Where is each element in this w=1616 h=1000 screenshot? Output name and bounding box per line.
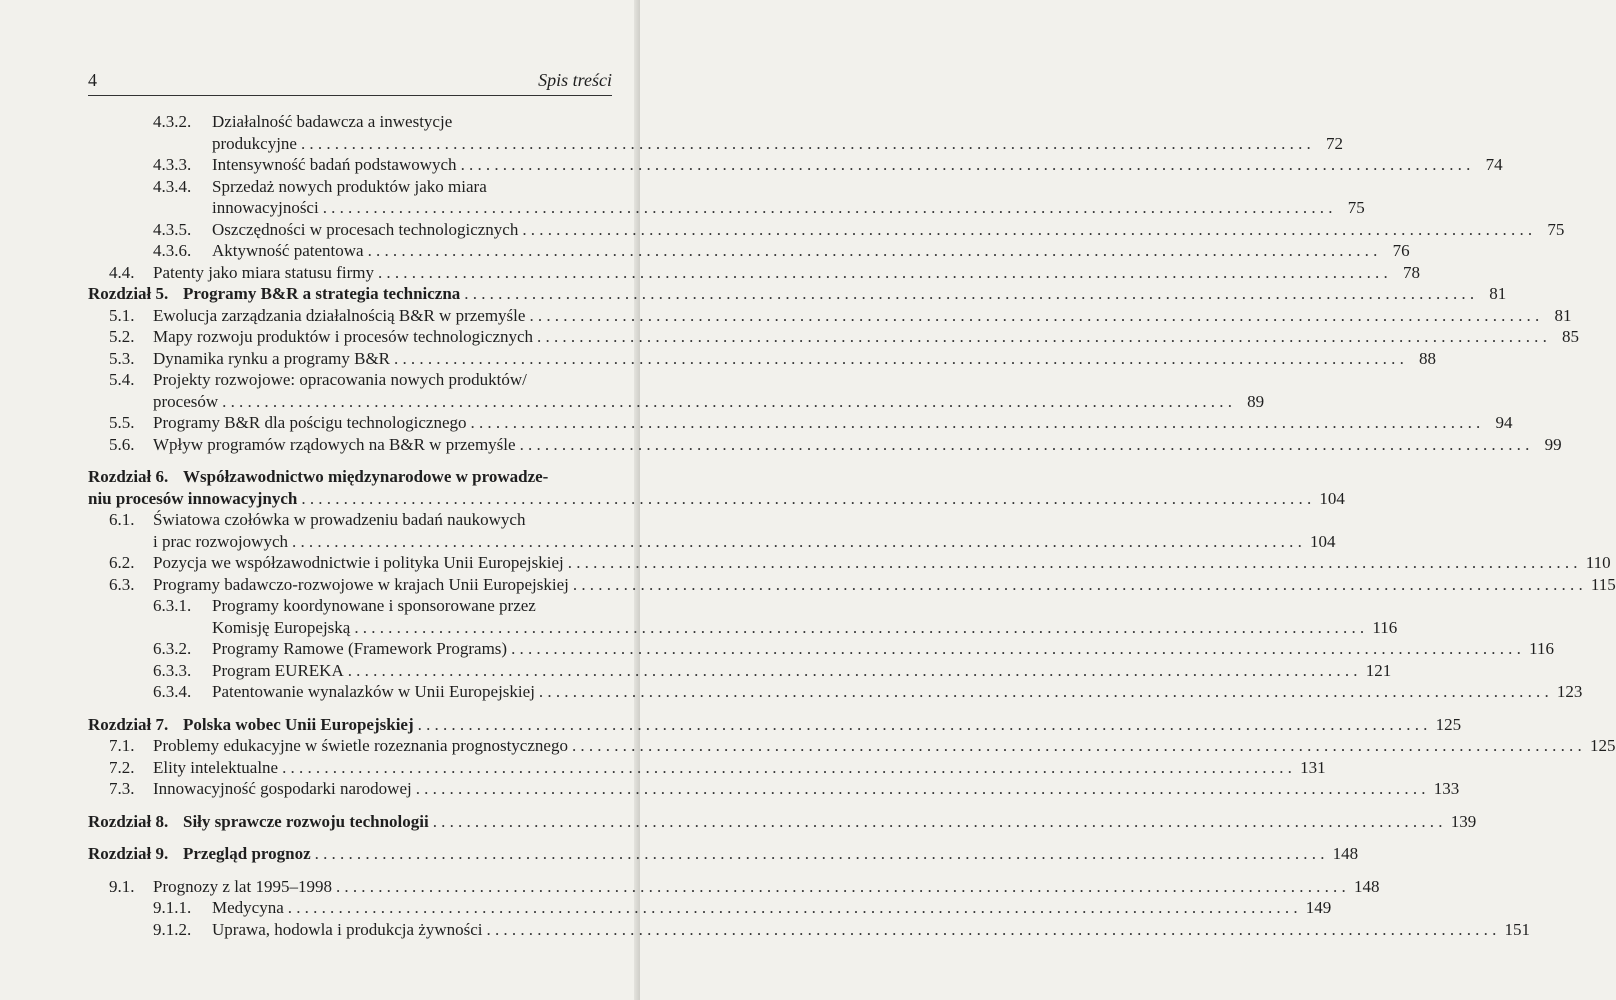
toc-page-number: 85 xyxy=(1562,327,1580,346)
toc-page-number: 110 xyxy=(1585,553,1611,572)
toc-entry xyxy=(88,111,612,133)
toc-entry-text-line xyxy=(212,133,1343,155)
page-number: 4 xyxy=(88,70,97,90)
toc-entry-text-line xyxy=(153,778,1460,800)
toc-leader-dots: ........................................................................................................................ xyxy=(460,155,1475,174)
toc-entry-text-line xyxy=(183,811,1477,833)
page-header xyxy=(88,62,612,94)
toc-entry-number: 6.1. xyxy=(109,510,135,529)
toc-page-number: 81 xyxy=(1554,305,1572,325)
toc-entry-title: Polska wobec Unii Europejskiej xyxy=(183,714,414,734)
toc-entry-text-line xyxy=(153,574,1616,596)
toc-entry-text-line xyxy=(153,876,1380,898)
toc-leader-dots: ........................................................................................................................ xyxy=(522,219,1537,239)
toc-entry-title: Komisję Europejską xyxy=(212,617,351,637)
toc-leader-dots: ........................................................................................................................ xyxy=(301,488,1316,508)
toc-entry xyxy=(88,262,1420,284)
toc-leader-dots: ........................................................................................................................ xyxy=(300,133,1315,153)
toc-entry-number: Rozdział 5. xyxy=(88,284,169,303)
toc-page-number: 104 xyxy=(1310,531,1336,551)
toc-page-number: 116 xyxy=(1529,639,1554,658)
toc-entry xyxy=(88,919,1531,941)
toc-leader-dots: ........................................................................................................................ xyxy=(322,198,1337,217)
toc-entry-text-line xyxy=(212,897,1332,919)
toc-entry-text-line xyxy=(212,154,1503,176)
toc-entry xyxy=(88,412,1513,434)
toc-page-number: 115 xyxy=(1590,574,1616,594)
toc-entry-number: 5.6. xyxy=(109,434,135,454)
toc-leader-dots: ........................................................................................................................ xyxy=(287,898,1302,917)
toc-entry-number: 4.3.4. xyxy=(153,176,192,196)
toc-entry-title: Wpływ programów rządowych na B&R w przemyśle xyxy=(153,434,516,454)
toc-page-number: 78 xyxy=(1402,262,1420,282)
toc-entry-title: Program EUREKA xyxy=(212,660,344,680)
toc-entry-text-line xyxy=(153,369,612,391)
toc-entry-text-line xyxy=(153,391,1265,413)
toc-entry-title: Współzawodnictwo międzynarodowe w prowadze- xyxy=(183,467,549,486)
toc-entry-title: Ewolucja zarządzania działalnością B&R w przemyśle xyxy=(153,305,526,325)
toc-entry-title: Aktywność patentowa xyxy=(212,241,364,260)
toc-entry xyxy=(88,154,1503,176)
toc-entry xyxy=(88,531,1336,553)
toc-page-number: 151 xyxy=(1504,919,1531,939)
toc-entry-title: Programy B&R dla pościgu technologicznego xyxy=(153,413,467,432)
toc-entry xyxy=(88,757,1326,779)
toc-entry xyxy=(88,133,1343,155)
toc-page-number: 148 xyxy=(1353,876,1380,896)
toc-entry xyxy=(88,197,1365,219)
toc-entry-title: Intensywność badań podstawowych xyxy=(212,155,457,174)
toc-entry-number: 4.3.3. xyxy=(153,155,192,174)
toc-entry xyxy=(88,219,1565,241)
toc-entry-number: 6.3.1. xyxy=(153,596,192,615)
toc-entry xyxy=(88,434,1562,456)
toc-entry-title: Oszczędności w procesach technologicznych xyxy=(212,219,519,239)
toc-entry xyxy=(88,735,1616,757)
toc-entry xyxy=(88,240,1410,262)
toc-entry-text-line xyxy=(212,919,1531,941)
running-title: Spis treści xyxy=(538,70,612,90)
toc-entry-number: 6.3.3. xyxy=(153,660,192,680)
toc-page-number: 88 xyxy=(1419,348,1437,368)
toc-entry-number: 7.1. xyxy=(109,736,135,755)
toc-entry xyxy=(88,638,1554,660)
toc-entry-title: Działalność badawcza a inwestycje xyxy=(212,112,453,131)
toc-page-number: 149 xyxy=(1305,898,1332,917)
toc-entry-number: 4.3.5. xyxy=(153,219,192,239)
toc-leader-dots: ........................................................................................................................ xyxy=(377,262,1392,282)
toc-entry-title: Siły sprawcze rozwoju technologii xyxy=(183,811,429,831)
toc-entry-title: Przegląd prognoz xyxy=(183,844,311,863)
toc-leader-dots: ........................................................................................................................ xyxy=(511,639,1526,658)
toc-entry-number: 5.3. xyxy=(109,348,135,368)
toc-leader-dots: ........................................................................................................................ xyxy=(394,348,1409,368)
toc-leader-dots: ........................................................................................................................ xyxy=(347,660,1362,680)
toc-entry-title: Dynamika rynku a programy B&R xyxy=(153,348,391,368)
toc-entry-title: Problemy edukacyjne w świetle rozeznania prognostycznego xyxy=(153,736,568,755)
toc-entry-title: Prognozy z lat 1995–1998 xyxy=(153,876,332,896)
toc-page-number: 72 xyxy=(1325,133,1343,153)
toc-entry-text-line xyxy=(183,714,1462,736)
toc-leader-dots: ........................................................................................................................ xyxy=(529,305,1544,325)
toc-entry-number: 5.4. xyxy=(109,370,135,389)
toc-page-number: 94 xyxy=(1495,413,1513,432)
toc-entry-text-line xyxy=(212,197,1365,219)
toc-entry-title: Medycyna xyxy=(212,898,284,917)
toc-page-number: 76 xyxy=(1392,241,1410,260)
toc-entry-text-line xyxy=(212,176,612,198)
toc-leader-dots: ........................................................................................................................ xyxy=(335,876,1350,896)
toc-entry-text-line xyxy=(183,283,1507,305)
toc-entry-number: 9.1.1. xyxy=(153,898,192,917)
toc-entry-number: Rozdział 7. xyxy=(88,714,169,734)
toc-entry xyxy=(88,681,1583,703)
toc-entry-number: 4.4. xyxy=(109,262,135,282)
toc-entry-text-line xyxy=(153,326,1580,348)
toc-leader-dots: ........................................................................................................................ xyxy=(486,919,1501,939)
toc-entry-title: Elity intelektualne xyxy=(153,757,279,777)
toc-entry-text-line xyxy=(212,617,1398,639)
toc-entry-title: Uprawa, hodowla i produkcja żywności xyxy=(212,919,483,939)
toc-entry xyxy=(88,617,1398,639)
toc-entry xyxy=(88,348,1437,370)
toc-entry-text-line xyxy=(212,681,1583,703)
toc-entry-number: 7.3. xyxy=(109,779,135,798)
toc-page-number: 133 xyxy=(1433,779,1460,798)
toc-page-number: 75 xyxy=(1347,198,1365,217)
toc-entry-text-line xyxy=(212,111,612,133)
toc-entry xyxy=(88,714,1462,736)
toc-entry-title: i prac rozwojowych xyxy=(153,531,289,551)
toc-leader-dots: ........................................................................................................................ xyxy=(432,811,1447,831)
toc-entry xyxy=(88,509,612,531)
toc-entry-number: 5.2. xyxy=(109,327,135,346)
toc-entry-title: Patentowanie wynalazków w Unii Europejskiej xyxy=(212,682,535,701)
toc-entry xyxy=(88,778,1460,800)
toc-entry-title: innowacyjności xyxy=(212,198,319,217)
toc-entry-title: Projekty rozwojowe: opracowania nowych produktów/ xyxy=(153,370,527,389)
toc-entry xyxy=(88,595,612,617)
toc-entry-number: 6.3.4. xyxy=(153,682,192,701)
toc-page-number: 131 xyxy=(1300,757,1326,777)
toc-entry xyxy=(88,811,1477,833)
toc-entry-number: Rozdział 8. xyxy=(88,811,169,831)
toc-leader-dots: ........................................................................................................................ xyxy=(292,531,1307,551)
toc-entry xyxy=(88,326,1580,348)
toc-entry-text-line xyxy=(212,638,1554,660)
toc-entry xyxy=(88,283,1507,305)
toc-leader-dots: ........................................................................................................................ xyxy=(537,327,1552,346)
toc-leader-dots: ........................................................................................................................ xyxy=(222,391,1237,411)
toc-page-number: 74 xyxy=(1485,155,1503,174)
toc-leader-dots: ........................................................................................................................ xyxy=(571,736,1586,755)
toc-entry-number: 9.1. xyxy=(109,876,135,896)
toc-leader-dots: ........................................................................................................................ xyxy=(464,284,1479,303)
toc-entry-text-line xyxy=(183,466,612,488)
toc-entry-number: 7.2. xyxy=(109,757,135,777)
toc-page-number: 89 xyxy=(1247,391,1265,411)
toc-entry-number: Rozdział 9. xyxy=(88,844,169,863)
toc-entry-number: 5.1. xyxy=(109,305,135,325)
toc-entry-text-line xyxy=(153,552,1611,574)
toc-entry-text-line xyxy=(153,305,1572,327)
toc-leader-dots: ........................................................................................................................ xyxy=(367,241,1382,260)
toc-entry-title: Programy badawczo-rozwojowe w krajach Unii Europejskiej xyxy=(153,574,569,594)
toc-page-number: 123 xyxy=(1556,682,1583,701)
toc-entry xyxy=(88,843,1359,865)
toc-page-number: 121 xyxy=(1365,660,1392,680)
toc-entry-text-line xyxy=(212,219,1565,241)
toc-entry xyxy=(88,305,1572,327)
toc-entry-text-line xyxy=(153,434,1562,456)
toc-leader-dots: ........................................................................................................................ xyxy=(567,553,1582,572)
toc-entry-text-line xyxy=(88,488,1345,510)
toc-entry-number: 6.3. xyxy=(109,574,135,594)
toc-leader-dots: ........................................................................................................................ xyxy=(282,757,1297,777)
toc-page-number: 81 xyxy=(1489,284,1507,303)
toc-page-number: 99 xyxy=(1544,434,1562,454)
toc-entry-text-line xyxy=(212,660,1392,682)
toc-page-number: 75 xyxy=(1547,219,1565,239)
toc-leader-dots: ........................................................................................................................ xyxy=(415,779,1430,798)
table-of-contents xyxy=(88,111,1616,940)
toc-entry xyxy=(88,876,1380,898)
toc-leader-dots: ........................................................................................................................ xyxy=(572,574,1587,594)
toc-entry-text-line xyxy=(153,531,1336,553)
toc-entry xyxy=(88,176,612,198)
toc-leader-dots: ........................................................................................................................ xyxy=(314,844,1329,863)
toc-entry-text-line xyxy=(153,348,1437,370)
toc-leader-dots: ........................................................................................................................ xyxy=(417,714,1432,734)
toc-leader-dots: ........................................................................................................................ xyxy=(519,434,1534,454)
toc-entry-number: 9.1.2. xyxy=(153,919,192,939)
toc-entry xyxy=(88,897,1332,919)
toc-entry-number: 5.5. xyxy=(109,413,135,432)
header-rule xyxy=(88,95,612,96)
toc-leader-dots: ........................................................................................................................ xyxy=(354,617,1369,637)
toc-entry-text-line xyxy=(212,240,1410,262)
toc-leader-dots: ........................................................................................................................ xyxy=(538,682,1553,701)
toc-entry xyxy=(88,488,1345,510)
toc-entry-title: Innowacyjność gospodarki narodowej xyxy=(153,779,412,798)
toc-page-number: 139 xyxy=(1450,811,1477,831)
toc-entry xyxy=(88,552,1611,574)
toc-entry xyxy=(88,660,1392,682)
toc-entry-title: Światowa czołówka w prowadzeniu badań naukowych xyxy=(153,510,526,529)
toc-page-number: 125 xyxy=(1435,714,1462,734)
toc-page-number: 125 xyxy=(1589,736,1616,755)
toc-entry-title: Programy Ramowe (Framework Programs) xyxy=(212,639,508,658)
toc-entry-title: Patenty jako miara statusu firmy xyxy=(153,262,374,282)
toc-entry-number: 4.3.2. xyxy=(153,112,192,131)
toc-entry-title: Sprzedaż nowych produktów jako miara xyxy=(212,176,487,196)
toc-entry-number: 6.3.2. xyxy=(153,639,192,658)
toc-entry-title: Mapy rozwoju produktów i procesów technologicznych xyxy=(153,327,534,346)
toc-entry-title: procesów xyxy=(153,391,219,411)
toc-entry xyxy=(88,466,612,488)
toc-entry-title: produkcyjne xyxy=(212,133,297,153)
toc-entry-text-line xyxy=(153,757,1326,779)
toc-entry-text-line xyxy=(153,735,1616,757)
toc-entry-text-line xyxy=(153,509,612,531)
toc-page-number: 116 xyxy=(1372,617,1398,637)
toc-entry-title: Programy koordynowane i sponsorowane przez xyxy=(212,596,536,615)
toc-page-number: 148 xyxy=(1332,844,1359,863)
toc-entry-number: 6.2. xyxy=(109,553,135,572)
toc-entry-text-line xyxy=(212,595,612,617)
toc-entry-text-line xyxy=(153,262,1420,284)
toc-entry-number: Rozdział 6. xyxy=(88,467,169,486)
toc-entry-title: Programy B&R a strategia techniczna xyxy=(183,284,461,303)
toc-entry xyxy=(88,574,1616,596)
toc-page-number: 104 xyxy=(1319,488,1345,508)
toc-entry-text-line xyxy=(183,843,1359,865)
toc-entry-number: 4.3.6. xyxy=(153,241,192,260)
toc-entry-title: niu procesów innowacyjnych xyxy=(88,488,298,508)
toc-entry xyxy=(88,391,1265,413)
toc-entry xyxy=(88,369,612,391)
toc-entry-text-line xyxy=(153,412,1513,434)
toc-leader-dots: ........................................................................................................................ xyxy=(470,413,1485,432)
toc-entry-title: Pozycja we współzawodnictwie i polityka Unii Europejskiej xyxy=(153,553,564,572)
